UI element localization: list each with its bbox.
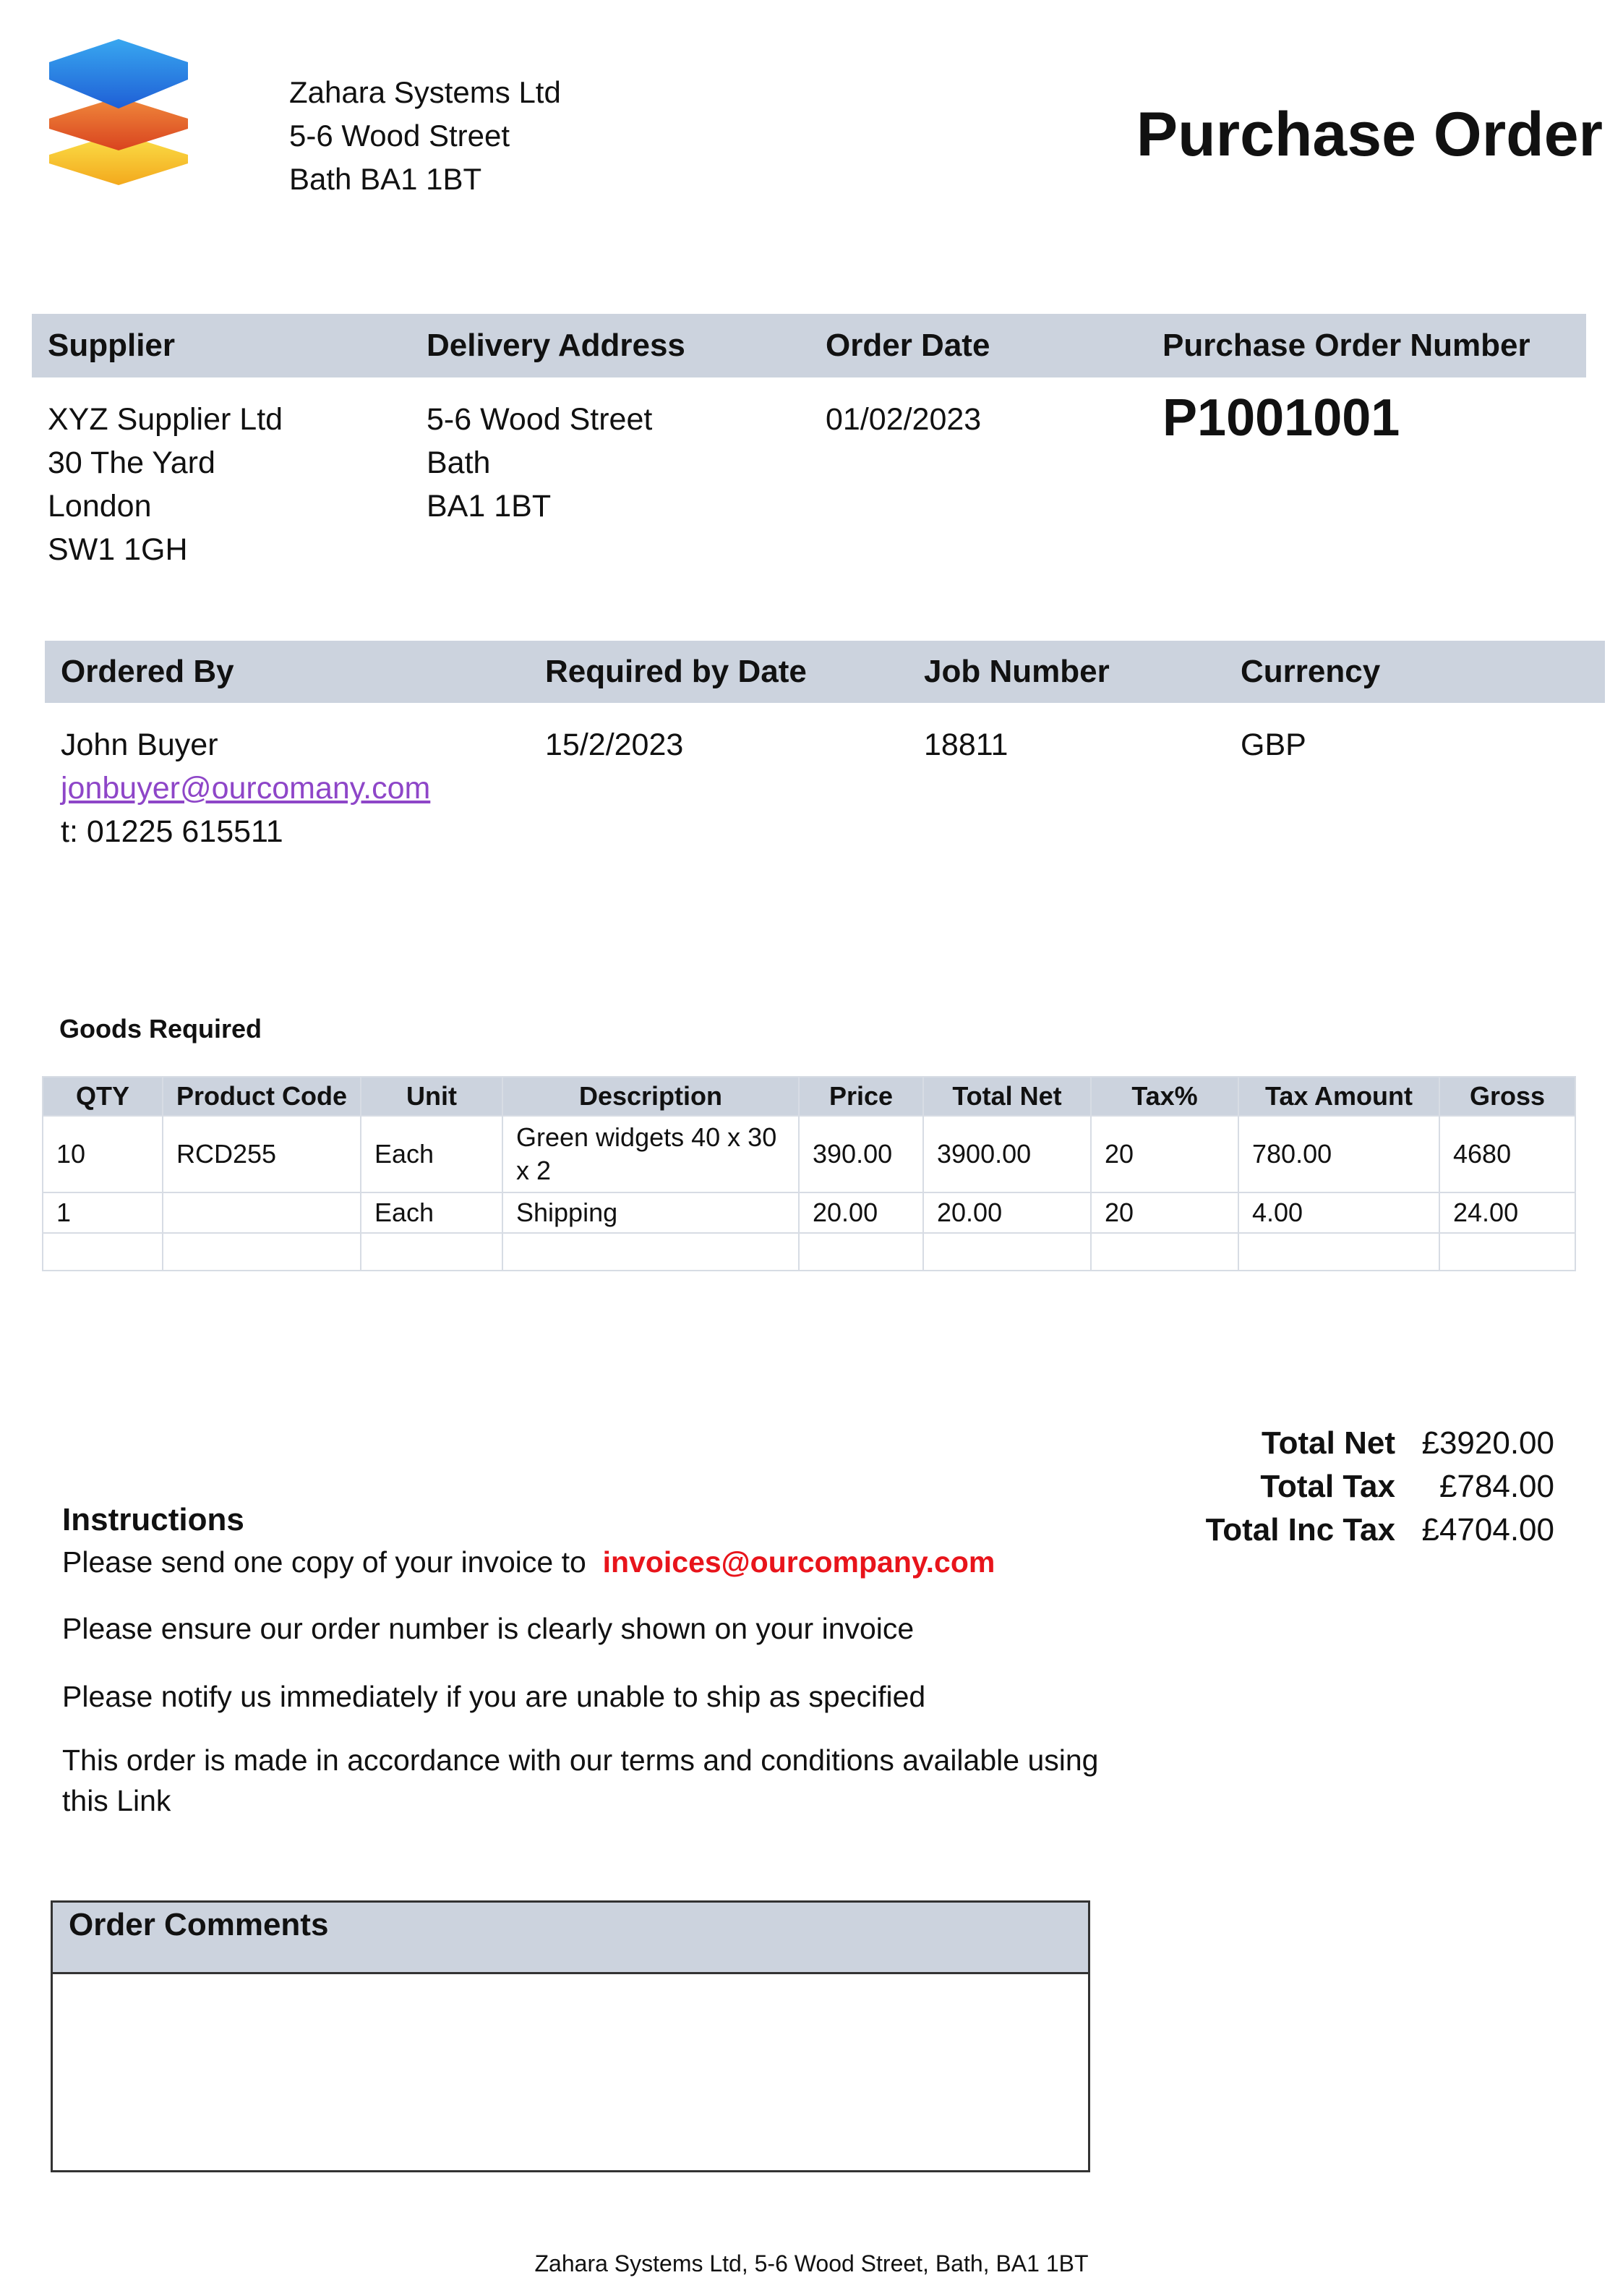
cell-tax-percent: 20 [1091,1192,1238,1233]
ordered-by-heading: Ordered By [61,654,234,689]
order-comments-area[interactable] [53,1974,1088,2172]
delivery-street: 5-6 Wood Street [427,402,653,437]
goods-table [42,1076,1576,1271]
col-price: Price [799,1077,923,1116]
supplier-postcode: SW1 1GH [48,532,188,567]
order-comments-label: Order Comments [69,1907,329,1942]
col-description: Description [502,1077,799,1116]
currency-heading: Currency [1241,654,1381,689]
total-net-label: Total Net [1262,1425,1395,1461]
cell-total-net: 20.00 [923,1192,1091,1233]
totals-block [1092,1422,1554,1552]
order-date-value: 01/02/2023 [826,402,982,437]
required-date-heading: Required by Date [545,654,807,689]
ordered-by-contact [61,723,430,853]
cell-description: Shipping [502,1192,799,1233]
cell-description: Green widgets 40 x 30 x 2 [502,1116,799,1192]
total-inc-tax-label: Total Inc Tax [1205,1512,1395,1548]
total-tax-value: £784.00 [1439,1469,1554,1504]
goods-header-row [43,1077,1575,1116]
buyer-email-link[interactable]: jonbuyer@ourcomany.com [61,771,431,806]
goods-required-heading: Goods Required [59,1014,262,1044]
company-street: 5-6 Wood Street [289,119,510,153]
company-address [289,71,561,201]
supplier-city: London [48,489,152,524]
invoice-email-link[interactable]: invoices@ourcompany.com [602,1545,995,1579]
cell-qty: 1 [43,1192,163,1233]
instruction-invoice-text: Please send one copy of your invoice to [62,1545,586,1579]
table-row [43,1233,1575,1271]
cell-product-code [163,1192,361,1233]
page-title: Purchase Order [1136,100,1603,169]
job-number-heading: Job Number [924,654,1110,689]
po-number-heading: Purchase Order Number [1162,328,1530,363]
currency-value: GBP [1241,727,1306,762]
required-date-value: 15/2/2023 [545,727,684,762]
cell-tax-amount: 780.00 [1238,1116,1439,1192]
cell-gross [1439,1233,1575,1271]
instructions-heading: Instructions [62,1502,244,1537]
cell-unit [361,1233,502,1271]
col-qty: QTY [43,1077,163,1116]
cell-total-net [923,1233,1091,1271]
cell-qty [43,1233,163,1271]
order-comments-box [51,1900,1090,2172]
col-tax-percent: Tax% [1091,1077,1238,1116]
cell-price: 390.00 [799,1116,923,1192]
cell-tax-amount [1238,1233,1439,1271]
cell-gross: 24.00 [1439,1192,1575,1233]
total-tax-label: Total Tax [1260,1469,1395,1504]
delivery-address [427,398,652,528]
order-comments-header [53,1903,1088,1974]
cell-tax-percent: 20 [1091,1116,1238,1192]
cell-tax-amount: 4.00 [1238,1192,1439,1233]
cell-description [502,1233,799,1271]
job-number-value: 18811 [924,727,1009,762]
delivery-city: Bath [427,445,491,480]
col-total-net: Total Net [923,1077,1091,1116]
page-footer: Zahara Systems Ltd, 5-6 Wood Street, Bath, BA1 1BT [534,2250,1089,2276]
cell-product-code [163,1233,361,1271]
instruction-notify: Please notify us immediately if you are unable to ship as specified [62,1680,926,1713]
instruction-invoice [62,1542,1147,1582]
cell-qty: 10 [43,1116,163,1192]
buyer-name: John Buyer [61,727,218,762]
supplier-heading: Supplier [48,328,176,363]
cell-total-net: 3900.00 [923,1116,1091,1192]
supplier-name: XYZ Supplier Ltd [48,402,283,437]
buyer-phone: t: 01225 615511 [61,814,283,849]
col-tax-amount: Tax Amount [1238,1077,1439,1116]
delivery-postcode: BA1 1BT [427,489,552,524]
cell-product-code: RCD255 [163,1116,361,1192]
cell-price: 20.00 [799,1192,923,1233]
order-date-heading: Order Date [826,328,990,363]
instruction-order-number: Please ensure our order number is clearly shown on your invoice [62,1612,915,1645]
cell-unit: Each [361,1192,502,1233]
po-number-value: P1001001 [1162,389,1400,447]
cell-gross: 4680 [1439,1116,1575,1192]
total-net-value: £3920.00 [1421,1425,1554,1461]
supplier-street: 30 The Yard [48,445,215,480]
company-city: Bath BA1 1BT [289,162,482,196]
cell-price [799,1233,923,1271]
instruction-terms: This order is made in accordance with our terms and conditions available using this Link [62,1744,1099,1817]
supplier-address [48,398,283,571]
col-gross: Gross [1439,1077,1575,1116]
company-logo-icon [46,36,191,188]
table-row [43,1116,1575,1192]
company-name: Zahara Systems Ltd [289,75,561,109]
cell-unit: Each [361,1116,502,1192]
col-unit: Unit [361,1077,502,1116]
col-product-code: Product Code [163,1077,361,1116]
delivery-address-heading: Delivery Address [427,328,685,363]
cell-tax-percent [1091,1233,1238,1271]
table-row [43,1192,1575,1233]
total-inc-tax-value: £4704.00 [1421,1512,1554,1548]
